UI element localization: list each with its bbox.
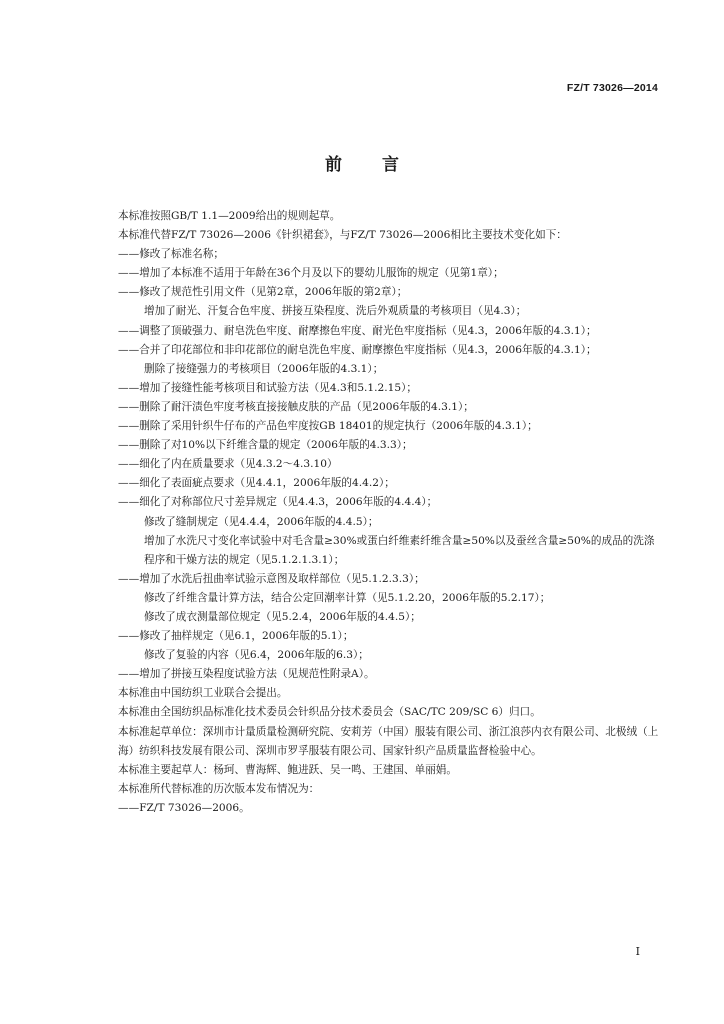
text-line: 本标准起草单位：深圳市计量质量检测研究院、安莉芳（中国）服装有限公司、浙江浪莎内衣有限公司、北极绒（上海）纺织科技发展有限公司、深圳市罗孚服装有限公司、国家针织产品质量监督检验中心。 — [118, 725, 659, 757]
text-line: ——增加了水洗后扭曲率试验示意图及取样部位（见5.1.2.3.3）； — [118, 572, 425, 585]
text-line: ——增加了拼接互染程度试验方法（见规范性附录A）。 — [118, 668, 375, 681]
text-line: ——修改了规范性引用文件（见第2章，2006年版的第2章）； — [118, 286, 408, 299]
text-line: ——合并了印花部位和非印花部位的耐皂洗色牢度、耐摩擦色牢度指标（见4.3，2006年版的4.3.1）； — [118, 343, 597, 356]
text-line: 本标准主要起草人：杨珂、曹海辉、鲍进跃、吴一鸣、王建国、单丽娟。 — [118, 763, 457, 776]
text-line: 修改了复验的内容（见6.4，2006年版的6.3）； — [144, 649, 369, 662]
text-line: 删除了接缝强力的考核项目（2006年版的4.3.1）； — [144, 362, 384, 375]
text-line: ——细化了内在质量要求（见4.3.2～4.3.10） — [118, 458, 338, 471]
text-line: 修改了缝制规定（见4.4.4，2006年版的4.4.5）； — [144, 515, 379, 528]
text-line: 本标准所代替标准的历次版本发布情况为： — [118, 782, 320, 795]
preface-body — [98, 207, 664, 818]
text-line: ——删除了耐汗渍色牢度考核直接接触皮肤的产品（见2006年版的4.3.1）； — [118, 400, 474, 413]
text-line: 修改了纤维含量计算方法，结合公定回潮率计算（见5.1.2.20，2006年版的5.2.17）； — [144, 591, 551, 604]
text-line: 本标准由中国纺织工业联合会提出。 — [118, 687, 288, 700]
text-line: ——修改了标准名称； — [118, 248, 224, 261]
text-line: ——删除了对10%以下纤维含量的规定（2006年版的4.3.3）； — [118, 439, 413, 452]
page-title: 前言 — [325, 155, 439, 175]
text-line: ——删除了采用针织牛仔布的产品色牢度按GB 18401的规定执行（2006年版的4.3.1）； — [118, 420, 538, 433]
text-line: ——增加了本标准不适用于年龄在36个月及以下的婴幼儿服饰的规定（见第1章）； — [118, 267, 504, 280]
text-line: 本标准代替FZ/T 73026—2006《针织裙套》，与FZ/T 73026—2006相比主要技术变化如下： — [118, 229, 567, 242]
standard-number: FZ/T 73026—2014 — [566, 82, 658, 94]
text-line: ——细化了对称部位尺寸差异规定（见4.4.3，2006年版的4.4.4）； — [118, 496, 438, 509]
text-line: ——调整了顶破强力、耐皂洗色牢度、耐摩擦色牢度、耐光色牢度指标（见4.3，2006年版的4.3.1）； — [118, 324, 597, 337]
text-line: ——细化了表面疵点要求（见4.4.1，2006年版的4.4.2）； — [118, 477, 395, 490]
page-number: I — [635, 945, 640, 958]
text-line: 本标准按照GB/T 1.1—2009给出的规则起草。 — [118, 210, 341, 222]
text-line: ——修改了抽样规定（见6.1，2006年版的5.1）； — [118, 630, 354, 643]
text-line: 增加了耐光、汗复合色牢度、拼接互染程度、洗后外观质量的考核项目（见4.3）； — [144, 305, 527, 318]
text-line: ——FZ/T 73026—2006。 — [118, 801, 250, 814]
text-line: 本标准由全国纺织品标准化技术委员会针织品分技术委员会（SAC/TC 209/SC 6）归口。 — [118, 706, 541, 719]
text-line: 修改了成衣测量部位规定（见5.2.4，2006年版的4.4.5）； — [144, 610, 421, 623]
text-line: ——增加了接缝性能考核项目和试验方法（见4.3和5.1.2.15）； — [118, 381, 418, 394]
text-line: 增加了水洗尺寸变化率试验中对毛含量≥30%或蛋白纤维素纤维含量≥50%以及蚕丝含量≥50%的成品的洗涤程序和干燥方法的规定（见5.1.2.1.3.1）； — [144, 534, 655, 566]
